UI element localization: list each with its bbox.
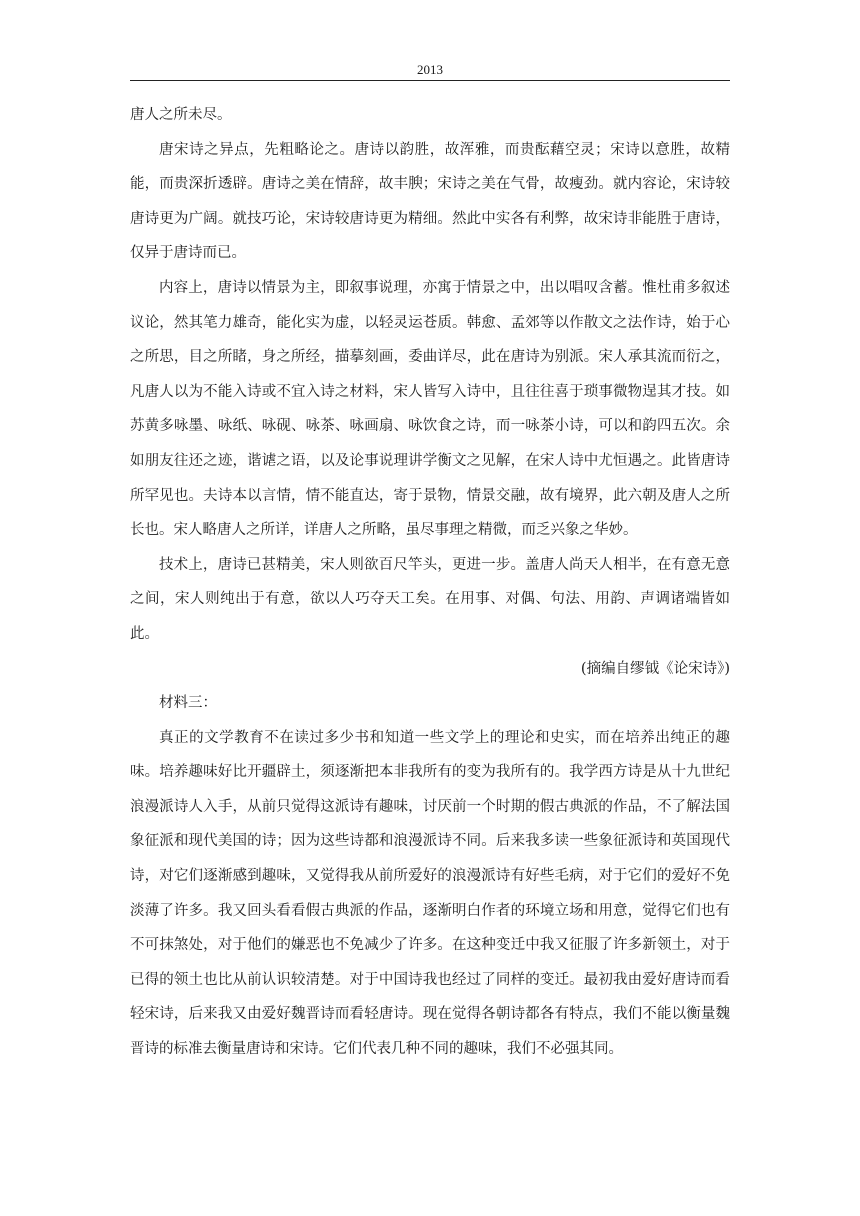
header-divider — [130, 80, 730, 81]
document-body — [130, 98, 730, 1067]
material-three-heading: 材料三： — [159, 695, 217, 712]
paragraph-content-comparison: 内容上，唐诗以情景为主，即叙事说理，亦寓于情景之中，出以唱叹含蓄。惟杜甫多叙述议论，然其笔力雄奇，能化实为虚，以轻灵运苍质。韩愈、孟郊等以作散文之法作诗，始于心之所思，目之所睹，身之所经，描摹刻画，委曲详尽，此在唐诗为别派。宋人承其流而衍之，凡唐人以为不能入诗或不宜入诗之材料，宋人皆写入诗中，且往往喜于琐事微物逞其才技。如苏黄多咏墨、咏纸、咏砚、咏茶、咏画扇、咏饮食之诗，而一咏茶小诗，可以和韵四五次。余如朋友往还之迹，谐谑之语，以及论事说理讲学衡文之见解，在宋人诗中尤恒遇之。此皆唐诗所罕见也。夫诗本以言情，情不能直达，寄于景物，情景交融，故有境界，此六朝及唐人之所长也。宋人略唐人之所详，详唐人之所略，虽尽事理之精微，而乏兴象之华妙。 — [130, 279, 730, 539]
source-citation: (摘编自缪钺《论宋诗》) — [580, 660, 730, 677]
page-header-year: 2013 — [417, 62, 443, 77]
paragraph-tang-song-differences: 唐宋诗之异点，先粗略论之。唐诗以韵胜，故浑雅，而贵酝藉空灵；宋诗以意胜，故精能，而贵深折透辟。唐诗之美在情辞，故丰腴；宋诗之美在气骨，故瘦劲。就内容论，宋诗较唐诗更为广阔。就技巧论，宋诗较唐诗更为精细。然此中实各有利弊，故宋诗非能胜于唐诗，仅异于唐诗而已。 — [130, 141, 730, 262]
paragraph-continuation: 唐人之所未尽。 — [130, 107, 232, 123]
paragraph-technique-comparison: 技术上，唐诗已甚精美，宋人则欲百尺竿头，更进一步。盖唐人尚天人相半，在有意无意之间，宋人则纯出于有意，欲以人巧夺天工矣。在用事、对偶、句法、用韵、声调诸端皆如此。 — [130, 556, 730, 642]
paragraph-literary-education: 真正的文学教育不在读过多少书和知道一些文学上的理论和史实，而在培养出纯正的趣味。培养趣味好比开疆辟土，须逐渐把本非我所有的变为我所有的。我学西方诗是从十九世纪浪漫派诗人入手，从前只觉得这派诗有趣味，讨厌前一个时期的假古典派的作品，不了解法国象征派和现代美国的诗；因为这些诗都和浪漫派诗不同。后来我多读一些象征派诗和英国现代诗，对它们逐渐感到趣味，又觉得我从前所爱好的浪漫派诗有好些毛病，对于它们的爱好不免淡薄了许多。我又回头看看假古典派的作品，逐渐明白作者的环境立场和用意，觉得它们也有不可抹煞处，对于他们的嫌恶也不免减少了许多。在这种变迁中我又征服了许多新领土，对于已得的领土也比从前认识较清楚。对于中国诗我也经过了同样的变迁。最初我由爱好唐诗而看轻宋诗，后来我又由爱好魏晋诗而看轻唐诗。现在觉得各朝诗都各有特点，我们不能以衡量魏晋诗的标准去衡量唐诗和宋诗。它们代表几种不同的趣味，我们不必强其同。 — [130, 729, 730, 1058]
